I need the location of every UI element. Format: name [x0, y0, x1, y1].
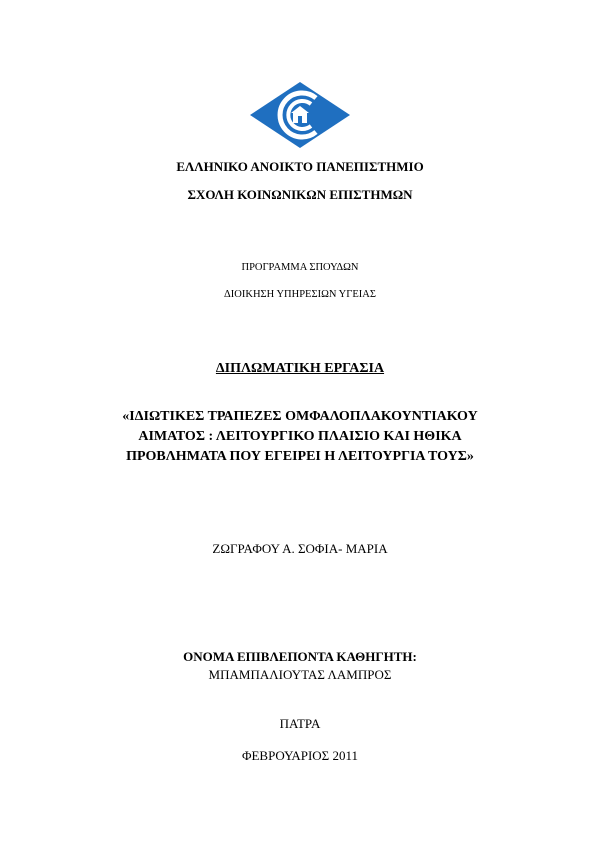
supervisor-name: ΜΠΑΜΠΑΛΙΟΥΤΑΣ ΛΑΜΠΡΟΣ	[208, 667, 392, 682]
author-name: ΖΩΓΡΑΦΟΥ Α. ΣΟΦΙΑ- ΜΑΡΙΑ	[212, 541, 388, 556]
supervisor-label: ΟΝΟΜΑ ΕΠΙΒΛΕΠΟΝΤΑ ΚΑΘΗΓΗΤΗ:	[183, 649, 417, 664]
school-name: ΣΧΟΛΗ ΚΟΙΝΩΝΙΚΩΝ ΕΠΙΣΤΗΜΩΝ	[187, 187, 413, 202]
document-type: ΔΙΠΛΩΜΑΤΙΚΗ ΕΡΓΑΣΙΑ	[215, 361, 385, 376]
date: ΦΕΒΡΟΥΑΡΙΟΣ 2011	[241, 748, 358, 763]
university-logo	[250, 82, 350, 148]
program-name: ΔΙΟΙΚΗΣΗ ΥΠΗΡΕΣΙΩΝ ΥΓΕΙΑΣ	[224, 289, 376, 300]
program-label: ΠΡΟΓΡΑΜΜΑ ΣΠΟΥΔΩΝ	[241, 262, 359, 273]
thesis-title-line-2: ΑΙΜΑΤΟΣ : ΛΕΙΤΟΥΡΓΙΚΟ ΠΛΑΙΣΙΟ ΚΑΙ ΗΘΙΚΑ	[138, 429, 462, 444]
thesis-title-line-1: «ΙΔΙΩΤΙΚΕΣ ΤΡΑΠΕΖΕΣ ΟΜΦΑΛΟΠΛΑΚΟΥΝΤΙΑΚΟΥ	[122, 409, 478, 424]
university-name: ΕΛΛΗΝΙΚΟ ΑΝΟΙΚΤΟ ΠΑΝΕΠΙΣΤΗΜΙΟ	[176, 159, 424, 174]
city: ΠΑΤΡΑ	[279, 716, 321, 731]
logo-door	[298, 116, 302, 123]
thesis-title-line-3: ΠΡΟΒΛΗΜΑΤΑ ΠΟΥ ΕΓΕΙΡΕΙ Η ΛΕΙΤΟΥΡΓΙΑ ΤΟΥΣ»	[126, 449, 474, 464]
